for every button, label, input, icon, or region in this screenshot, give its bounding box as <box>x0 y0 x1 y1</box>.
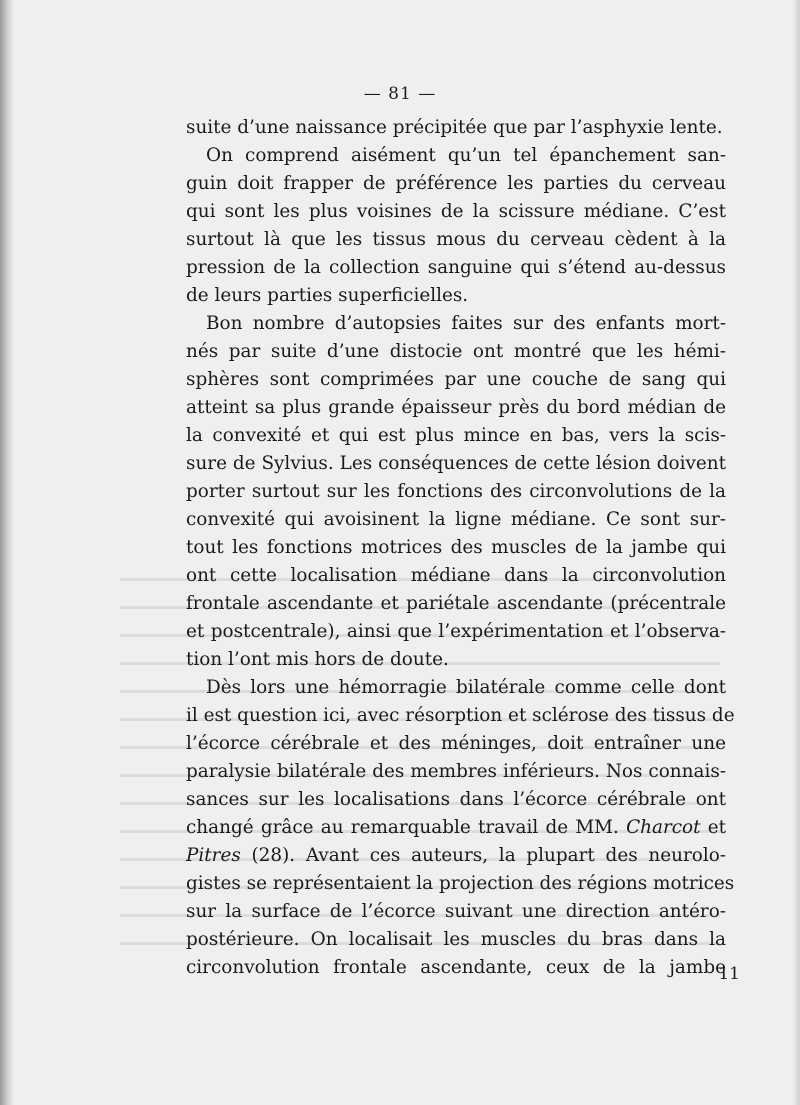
text-line: porter surtout sur les fonctions des circonvolutions de la <box>186 481 726 502</box>
edge-shadow <box>792 0 800 1105</box>
text-line: Bon nombre d’autopsies faites sur des enfants mort- <box>206 313 726 334</box>
text-line: guin doit frapper de préférence les parties du cerveau <box>186 173 726 194</box>
page-number: — 81 — <box>363 84 437 104</box>
text-line: surtout là que les tissus mous du cerveau cèdent à la <box>186 229 726 250</box>
text-line: atteint sa plus grande épaisseur près du bord médian de <box>186 397 726 418</box>
text-line: l’écorce cérébrale et des méninges, doit entraîner une <box>186 733 726 754</box>
text-line: gistes se représentaient la projection des régions motrices <box>186 873 735 894</box>
text-line: et postcentrale), ainsi que l’expérimentation et l’observa- <box>186 621 726 642</box>
text-line: pression de la collection sanguine qui s’étend au-dessus <box>186 257 726 278</box>
text-line: sphères sont comprimées par une couche de sang qui <box>186 369 726 390</box>
text-line: sure de Sylvius. Les conséquences de cette lésion doivent <box>186 453 726 474</box>
text-line: sances sur les localisations dans l’écorce cérébrale ont <box>186 789 726 810</box>
text-line: ont cette localisation médiane dans la circonvolution <box>186 565 726 586</box>
text-line: tout les fonctions motrices des muscles de la jambe qui <box>186 537 726 558</box>
text-line: de leurs parties superficielles. <box>186 285 469 306</box>
text-line: paralysie bilatérale des membres inférieurs. Nos connais- <box>186 761 726 782</box>
text-line: tion l’ont mis hors de doute. <box>186 649 449 670</box>
text-line: sur la surface de l’écorce suivant une direction antéro- <box>186 901 726 922</box>
text-line: Pitres (28). Avant ces auteurs, la plupart des neurolo- <box>186 845 726 866</box>
text-line: circonvolution frontale ascendante, ceux de la jambe <box>186 957 726 978</box>
author-name: Charcot <box>626 817 701 838</box>
text-line: postérieure. On localisait les muscles du bras dans la <box>186 929 726 950</box>
text-line: Dès lors une hémorragie bilatérale comme celle dont <box>206 677 726 698</box>
binding-shadow <box>0 0 14 1105</box>
text-line: frontale ascendante et pariétale ascendante (précentrale <box>186 593 726 614</box>
text-line: changé grâce au remarquable travail de MM. Charcot et <box>186 817 726 838</box>
text-line: la convexité et qui est plus mince en bas, vers la scis- <box>186 425 726 446</box>
text-line: il est question ici, avec résorption et sclérose des tissus de <box>186 705 735 726</box>
text-line: suite d’une naissance précipitée que par l’asphyxie lente. <box>186 117 723 138</box>
text-line: nés par suite d’une distocie ont montré que les hémi- <box>186 341 726 362</box>
text-line: On comprend aisément qu’un tel épanchement san- <box>206 145 726 166</box>
signature-mark: 11 <box>718 964 740 984</box>
text-line: qui sont les plus voisines de la scissure médiane. C’est <box>186 201 726 222</box>
text-line: convexité qui avoisinent la ligne médiane. Ce sont sur- <box>186 509 726 530</box>
author-name: Pitres <box>186 845 241 866</box>
